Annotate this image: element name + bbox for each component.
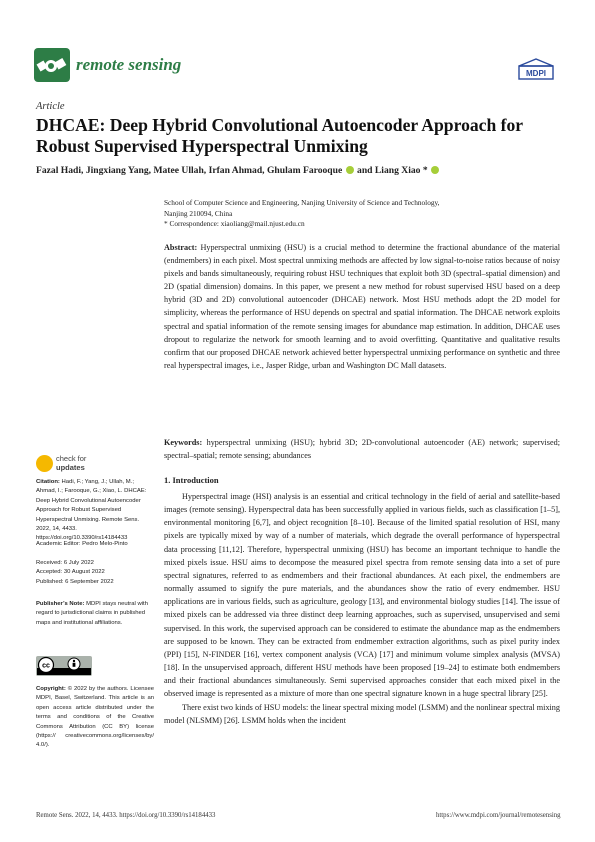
published-date: Published: 6 September 2022 <box>36 578 114 585</box>
copyright <box>36 685 154 751</box>
paragraph: Hyperspectral image (HSI) analysis is an essential and critical technology in the field of aerial and satellite-based images (remote sensing). Hyperspectral data has been successfully applied in various fields, such as classification [1–5], environmental monitoring [6,7], and object recognition [8–10]. Because of the limited spatial resolution of HSI, many pixels are typically mixed by way of a number of materials, which degrade the overall performance of hyperspectral data processing [11,12]. Therefore, hyperspectral unmixing (HSU) has become an important technique to handle the mixed pixels issue. HSU aims to decompose the measured pixel spectra from remote sensing data into a set of pure spectral signatures, referred to as endmembers and their fractional abundances. At each pixel, the endmembers are normally assumed to signify the pure materials, and the abundances show the ratio of every endmember. HSU applications are in various fields, such as agriculture, geology [13], and environmental biology studies [14]. The issue of mixed pixels can be addressed via three distinct deep learning approaches, such as supervised, unsupervised and semi supervised. In this work, the supervised approach can be considered to estimate the abundance map as the endmembers are supposed to be known. They can be extracted from endmember extraction algorithms, such as pixel purity index (PPI) [15], N-FINDER [16], vertex component analysis (VCA) [17] and minimum volume simplex analysis (MVSA) [18]. In the unsupervised approach, different HSU methods have been proposed [19–24] to estimate both endmembers and their fractional abundances simultaneously. Semi supervised approaches consider that each mixed pixel in the observed image is represented as a mixture of more than one spectral signature known in a huge spectral library [25]. <box>164 492 560 699</box>
mdpi-logo-icon <box>517 58 555 80</box>
academic-editor: Academic Editor: Pedro Melo-Pinto <box>36 541 128 547</box>
section-heading: 1. Introduction <box>164 475 219 485</box>
journal-logo-icon <box>34 48 70 82</box>
citation <box>36 478 154 544</box>
citation-text: Hadi, F.; Yang, J.; Ullah, M.; Ahmad, I.; Farooque, G.; Xiao, L. DHCAE: Deep Hybrid Convolutional Autoencoder Approach for Robust Supervised Hyperspectral Unmixing. Remote Sens. 2022, 14, 4433. https://doi.org/10.3390/rs14184433 <box>36 479 147 542</box>
citation-label: Citation: <box>36 479 60 485</box>
affiliations <box>164 198 556 230</box>
accepted-date: Accepted: 30 August 2022 <box>36 569 105 576</box>
correspondence: * Correspondence: xiaoliang@mail.njust.edu.cn <box>164 219 305 228</box>
footer-journal-link[interactable]: https://www.mdpi.com/journal/remotesensing <box>436 812 561 819</box>
check-updates-line: updates <box>56 462 85 472</box>
abstract-label: Abstract: <box>164 243 198 252</box>
article-title: DHCAE: Deep Hybrid Convolutional Autoencoder Approach for Robust Supervised Hyperspectral Unmixing <box>36 115 523 156</box>
publication-dates <box>36 559 154 587</box>
svg-text:cc: cc <box>42 662 50 670</box>
journal-name: remote sensing <box>76 55 182 74</box>
check-updates-icon <box>36 455 53 472</box>
orcid-icon[interactable] <box>431 166 439 174</box>
publisher-note-label: Publisher’s Note: <box>36 601 85 607</box>
received-date: Received: 6 July 2022 <box>36 560 94 566</box>
copyright-label: Copyright: <box>36 686 66 692</box>
cc-by-license-icon[interactable] <box>36 656 92 676</box>
affiliation-line: School of Computer Science and Engineering, Nanjing University of Science and Technology, <box>164 198 440 207</box>
copyright-text: © 2022 by the authors. Licensee MDPI, Basel, Switzerland. This article is an open access article distributed under the terms and conditions of the Creative Commons Attribution (CC BY) license (https:// creativecommons.org/licenses/by/ 4.0/). <box>36 686 154 749</box>
paragraph: There exist two kinds of HSU models: the linear spectral mixing model (LSMM) and the nonlinear spectral mixing model (NLSMM) [26]. LSMM holds when the incident <box>164 702 560 725</box>
footer-citation: Remote Sens. 2022, 14, 4433. https://doi.org/10.3390/rs14184433 <box>36 812 216 819</box>
affiliation-line: Nanjing 210094, China <box>164 208 233 218</box>
orcid-icon[interactable] <box>346 166 354 174</box>
author-list <box>36 165 556 176</box>
keywords <box>164 436 560 462</box>
introduction-body <box>164 490 560 727</box>
publisher-name: MDPI <box>526 69 546 78</box>
keywords-text: hyperspectral unmixing (HSU); hybrid 3D; 2D-convolutional autoencoder (AE) network; supervised; spectral–spatial; remote sensing; abundances <box>164 438 560 461</box>
check-for-updates-button[interactable] <box>36 455 116 477</box>
publisher-note-text: MDPI stays neutral with regard to jurisdictional claims in published maps and institutional affiliations. <box>36 601 148 626</box>
abstract-text: Hyperspectral unmixing (HSU) is a crucial method to determine the fractional abundance of the material (endmembers) in each pixel. Most spectral unmixing methods are affected by low signal-to-noise ratios because of noisy pixels and bands simultaneously, requiring robust HSU techniques that exploit both 3D (spectral–spatial dimension) and 2D (spatial dimension) domains. In this paper, we present a new method for robust supervised HSU based on a deep hybrid (3D and 2D) convolutional autoencoder (DHCAE) network. Most HSU methods adopt the 2D model for simplicity, whereas the performance of HSU depends on spectral and spatial information. The DHCAE network exploits spectral and spatial information of the remote sensing images for abundance map estimation. In addition, DHCAE uses dropout to regularize the network for smooth learning and to avoid overfitting. Quantitative and qualitative results confirm that our proposed DHCAE network achieved better hyperspectral unmixing performance on synthetic and three real hyperspectral images, i.e., Jasper Ridge, urban and Washington DC Mall datasets. <box>164 243 561 370</box>
authors-first: Fazal Hadi, Jingxiang Yang, Matee Ullah, Irfan Ahmad, Ghulam Farooque <box>36 165 345 176</box>
check-updates-line: check for <box>56 454 87 463</box>
publisher-note <box>36 600 154 628</box>
article-type: Article <box>36 101 65 112</box>
keywords-label: Keywords: <box>164 438 203 447</box>
authors-last: and Liang Xiao * <box>354 165 428 176</box>
abstract <box>164 241 560 372</box>
